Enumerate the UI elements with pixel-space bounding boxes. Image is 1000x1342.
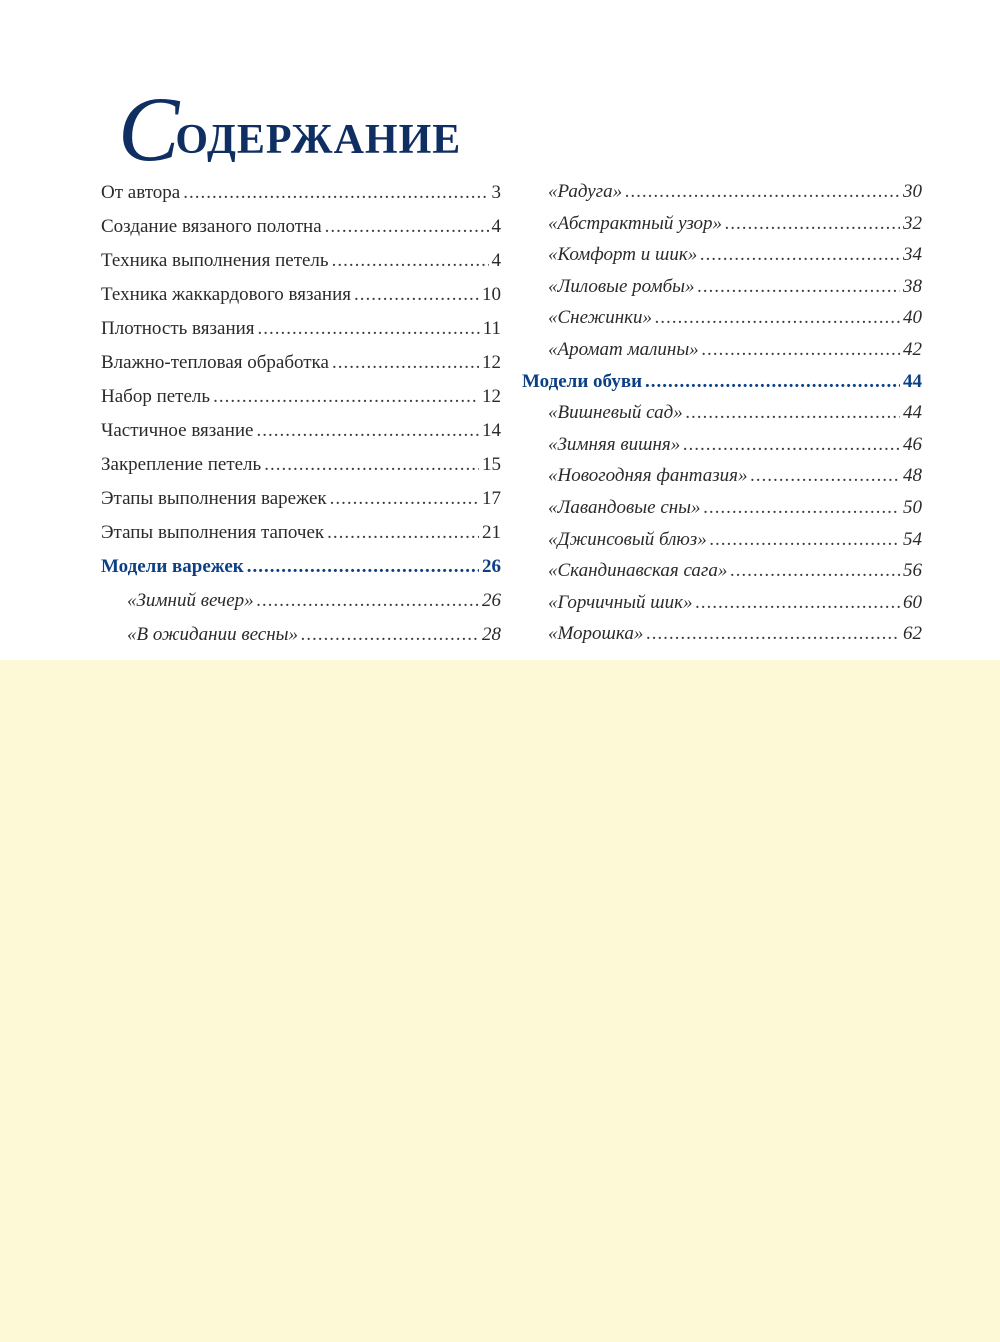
toc-entry[interactable] [522,208,922,240]
toc-entry-page: 42 [903,338,922,360]
toc-entry[interactable] [522,334,922,366]
toc-entry-page: 60 [903,591,922,613]
toc-entry[interactable] [522,460,922,492]
dot-leader [655,302,900,334]
dot-leader [730,555,900,587]
toc-entry-page: 28 [482,624,501,645]
toc-entry-label: Модели обуви [522,370,643,392]
toc-entry-page: 3 [491,182,501,203]
toc-entry-label: «Скандинавская сага» [548,560,728,582]
toc-entry[interactable] [101,516,501,550]
toc-entry-label: Техника выполнения петель [101,250,329,271]
toc-entry[interactable] [101,210,501,244]
toc-entry-label: «Горчичный шик» [548,591,693,613]
toc-entry-page: 26 [482,590,501,611]
toc-entry[interactable] [101,584,501,618]
toc-entry[interactable] [101,448,501,482]
toc-entry-label: «Радуга» [548,181,623,202]
page-title [118,78,462,180]
toc-entry-label: «Зимняя вишня» [548,433,681,455]
toc-entry[interactable] [522,271,922,303]
toc-entry[interactable] [101,414,501,448]
toc-entry-label: «Снежинки» [548,307,653,329]
toc-entry-page: 44 [903,402,922,424]
dot-leader [332,346,479,380]
dot-leader [354,278,479,312]
dot-leader [700,239,900,271]
toc-entry-label: «Джинсовый блюз» [548,528,707,550]
toc-entry-page: 38 [903,275,922,297]
toc-entry[interactable] [101,244,501,278]
toc-entry-page: 34 [903,244,922,266]
toc-entry-label: Влажно-тепловая обработка [101,352,329,373]
toc-entry-page: 26 [482,556,501,577]
toc-entry-page: 12 [482,386,501,407]
toc-entry-page: 14 [482,420,501,441]
dot-leader [725,208,900,240]
title-rest: ОДЕРЖАНИЕ [175,117,462,163]
dot-leader [683,429,900,461]
toc-entry[interactable] [522,429,922,461]
toc-entry[interactable] [101,278,501,312]
toc-entry[interactable] [522,239,922,271]
dot-leader [257,584,479,618]
toc-entry[interactable] [101,380,501,414]
toc-entry[interactable] [522,397,922,429]
toc-entry-label: «Лиловые ромбы» [548,275,695,297]
toc-entry-page: 12 [482,352,501,373]
toc-entry-label: «Вишневый сад» [548,402,683,424]
toc-entry-label: «Новогодняя фантазия» [548,465,748,487]
toc-entry-label: «В ожидании весны» [127,624,298,645]
toc-entry[interactable] [101,482,501,516]
toc-entry[interactable] [101,618,501,652]
dot-leader [257,414,480,448]
toc-entry[interactable] [101,176,501,210]
toc-entry-label: Техника жаккардового вязания [101,284,351,305]
toc-entry-page: 17 [482,488,501,509]
toc-entry[interactable] [522,302,922,334]
toc-entry-page: 32 [903,212,922,234]
toc-entry-label: Этапы выполнения тапочек [101,522,325,543]
toc-entry-label: Модели варежек [101,556,244,577]
toc-entry-page: 62 [903,623,922,645]
toc-entry-page: 4 [491,216,501,237]
dot-leader [213,380,479,414]
dot-leader [695,587,900,619]
dot-leader [625,176,900,208]
dot-leader [702,334,900,366]
toc-entry[interactable] [522,176,922,208]
toc-entry-page: 54 [903,528,922,550]
toc-entry-label: «Комфорт и шик» [548,244,698,266]
dot-leader [183,176,488,210]
toc-entry-label: Набор петель [101,386,211,407]
page-bottom-area [0,660,1000,1342]
toc-entry-label: «Лавандовые сны» [548,496,701,518]
toc-entry-page: 46 [903,433,922,455]
toc-entry-page: 56 [903,560,922,582]
toc-entry-page: 21 [482,522,501,543]
toc-entry-page: 11 [482,318,501,339]
dot-leader [264,448,479,482]
dot-leader [301,618,479,652]
toc-entry-label: Этапы выполнения варежек [101,488,327,509]
dot-leader [332,244,489,278]
dot-leader [698,271,900,303]
toc-entry-label: Плотность вязания [101,318,255,339]
dot-leader [247,550,479,584]
toc-entry[interactable] [522,587,922,619]
dot-leader [330,482,479,516]
dot-leader [686,397,900,429]
toc-entry[interactable] [522,555,922,587]
dot-leader [645,366,900,398]
dot-leader [258,312,480,346]
dot-leader [327,516,479,550]
toc-entry-page: 10 [482,284,501,305]
toc-entry[interactable] [522,492,922,524]
toc-entry-label: Закрепление петель [101,454,262,475]
toc-entry-label: «Зимний вечер» [127,590,254,611]
toc-entry[interactable] [522,618,922,650]
toc-entry-page: 48 [903,465,922,487]
toc-left-column [101,176,501,652]
toc-entry[interactable] [522,524,922,556]
title-initial: С [118,78,180,180]
toc-entry-page: 50 [903,496,922,518]
dot-leader [646,618,900,650]
toc-entry-page: 44 [903,370,922,392]
toc-section-entry[interactable] [522,366,922,398]
toc-entry-label: «Абстрактный узор» [548,212,723,234]
dot-leader [325,210,489,244]
toc-entry-page: 15 [482,454,501,475]
toc-entry-label: От автора [101,182,181,203]
toc-entry-label: Частичное вязание [101,420,254,441]
dot-leader [750,460,900,492]
toc-entry-label: «Морошка» [548,623,644,645]
toc-entry[interactable] [101,312,501,346]
toc-entry-page: 40 [903,307,922,329]
toc-entry-page: 4 [491,250,501,271]
toc-entry-page: 30 [903,181,922,202]
toc-entry-label: «Аромат малины» [548,338,699,360]
toc-right-column [522,176,922,650]
toc-section-entry[interactable] [101,550,501,584]
toc-entry-label: Создание вязаного полотна [101,216,322,237]
dot-leader [704,492,900,524]
dot-leader [710,524,900,556]
toc-entry[interactable] [101,346,501,380]
